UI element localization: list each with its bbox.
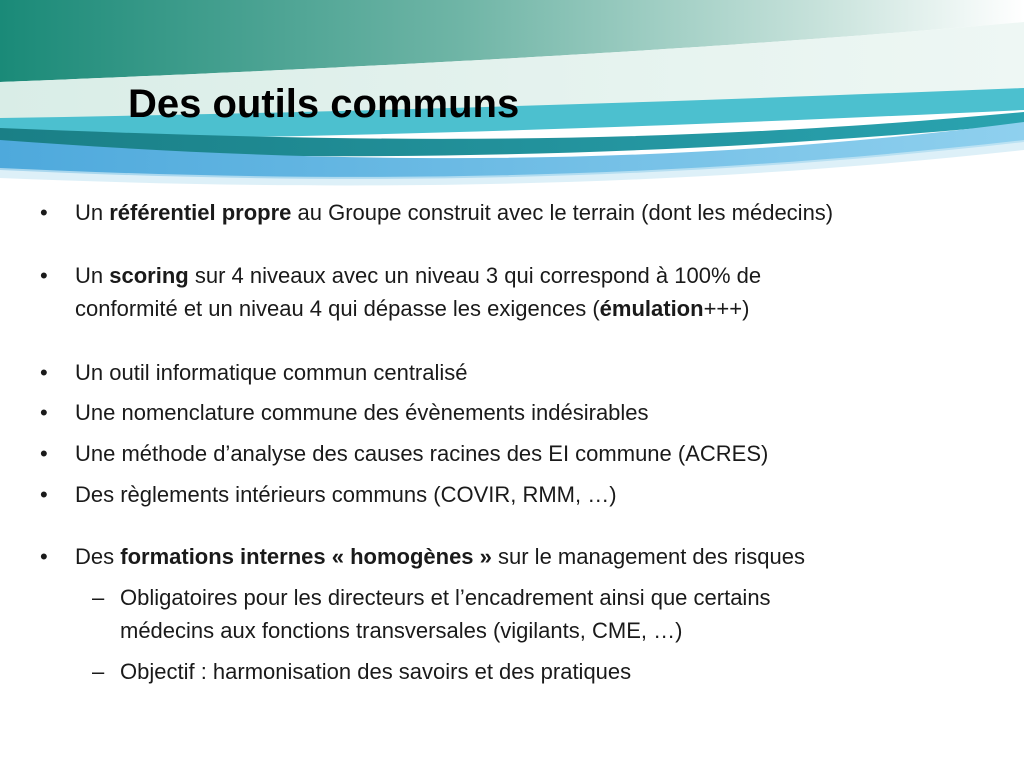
bullet-marker: • — [40, 441, 48, 466]
list-item-text: Des formations internes « homogènes » sur le management des risques — [75, 544, 805, 569]
list-item-text: Un outil informatique commun centralisé — [75, 360, 468, 385]
bullet-marker: • — [40, 482, 48, 507]
bullet-marker: • — [40, 400, 48, 425]
dash-marker: – — [92, 585, 105, 610]
list-item-text: Des règlements intérieurs communs (COVIR, RMM, …) — [75, 482, 617, 507]
bullet-marker: • — [40, 544, 48, 569]
list-item-text: Un référentiel propre au Groupe construit avec le terrain (dont les médecins) — [75, 200, 834, 225]
sub-list-item-text: Objectif : harmonisation des savoirs et des pratiques — [120, 659, 632, 684]
sub-list-item-text: Obligatoires pour les directeurs et l’encadrement ainsi que certains médecins aux fonctions transversales (vigilants, CME, …) — [120, 585, 771, 643]
list-item-text: Un scoring sur 4 niveaux avec un niveau 3 qui correspond à 100% de conformité et un niveau 4 qui dépasse les exigences (émulation+++) — [75, 263, 762, 321]
bullet-marker: • — [40, 200, 48, 225]
bullet-marker: • — [40, 360, 48, 385]
bullet-marker: • — [40, 263, 48, 288]
dash-marker: – — [92, 659, 105, 684]
list-item-text: Une nomenclature commune des évènements indésirables — [75, 400, 649, 425]
list-item-text: Une méthode d’analyse des causes racines des EI commune (ACRES) — [75, 441, 769, 466]
slide-title: Des outils communs — [128, 82, 520, 126]
